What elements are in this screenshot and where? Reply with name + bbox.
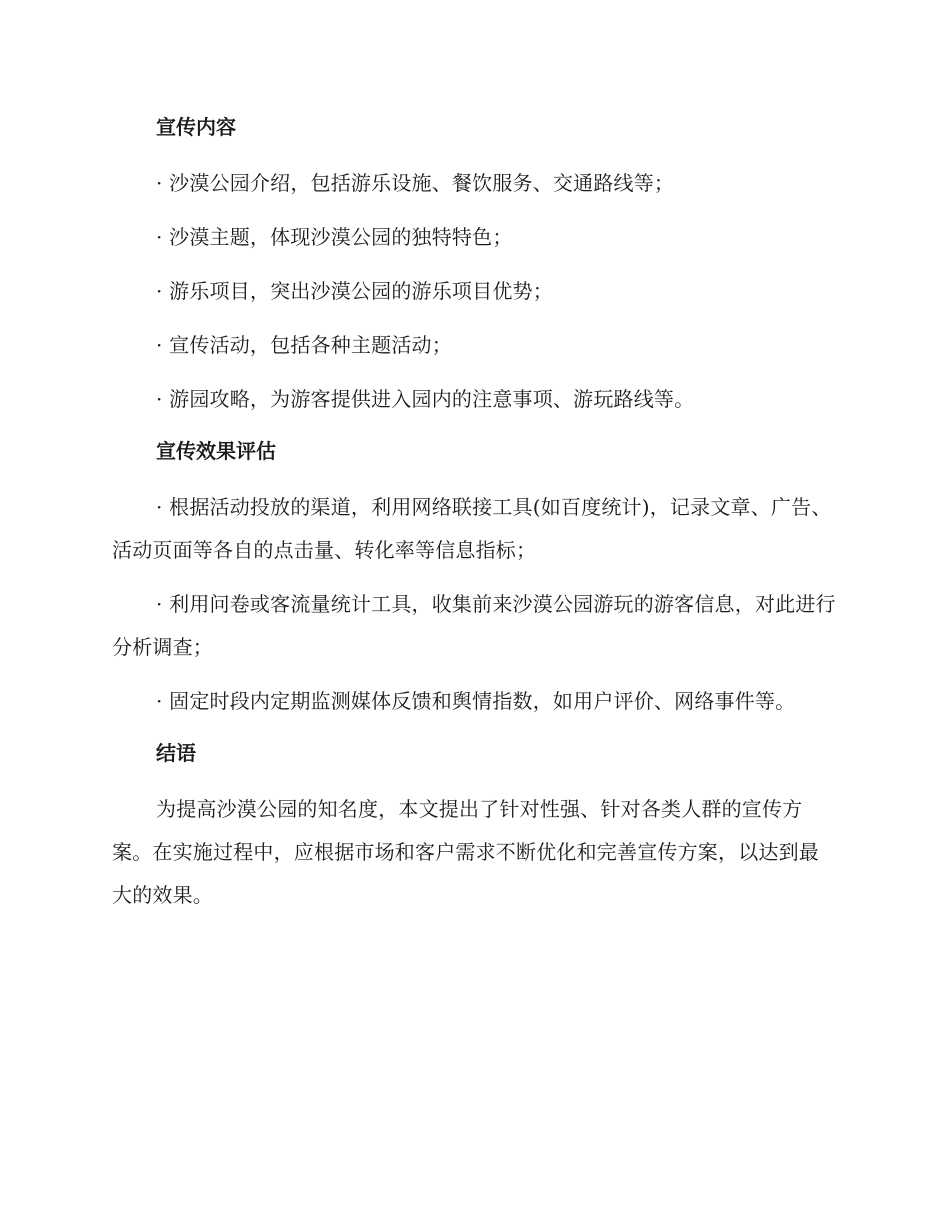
section-heading-conclusion: 结语: [156, 741, 196, 765]
bullet-media-monitoring: · 固定时段内定期监测媒体反馈和舆情指数，如用户评价、网络事件等。: [156, 689, 796, 713]
bullet-visit-guide: · 游园攻略，为游客提供进入园内的注意事项、游玩路线等。: [156, 387, 695, 411]
bullet-attractions: · 游乐项目，突出沙漠公园的游乐项目优势；: [156, 279, 553, 303]
section-heading-evaluation: 宣传效果评估: [156, 439, 276, 463]
bullet-channel-tracking: · 根据活动投放的渠道，利用网络联接工具(如百度统计)，记录文章、广告、活动页面等各自的点击量、转化率等信息指标；: [112, 495, 832, 562]
bullet-survey-stats: · 利用问卷或客流量统计工具，收集前来沙漠公园游玩的游客信息，对此进行分析调查；: [112, 592, 836, 659]
conclusion-paragraph: 为提高沙漠公园的知名度，本文提出了针对性强、针对各类人群的宣传方案。在实施过程中，应根据市场和客户需求不断优化和完善宣传方案，以达到最大的效果。: [112, 797, 819, 907]
bullet-promo-events: · 宣传活动，包括各种主题活动；: [156, 333, 452, 357]
bullet-park-intro: · 沙漠公园介绍，包括游乐设施、餐饮服务、交通路线等；: [156, 171, 675, 195]
bullet-desert-theme: · 沙漠主题，体现沙漠公园的独特特色；: [156, 225, 513, 249]
section-heading-content: 宣传内容: [156, 115, 236, 139]
document-page: [112, 108, 836, 917]
